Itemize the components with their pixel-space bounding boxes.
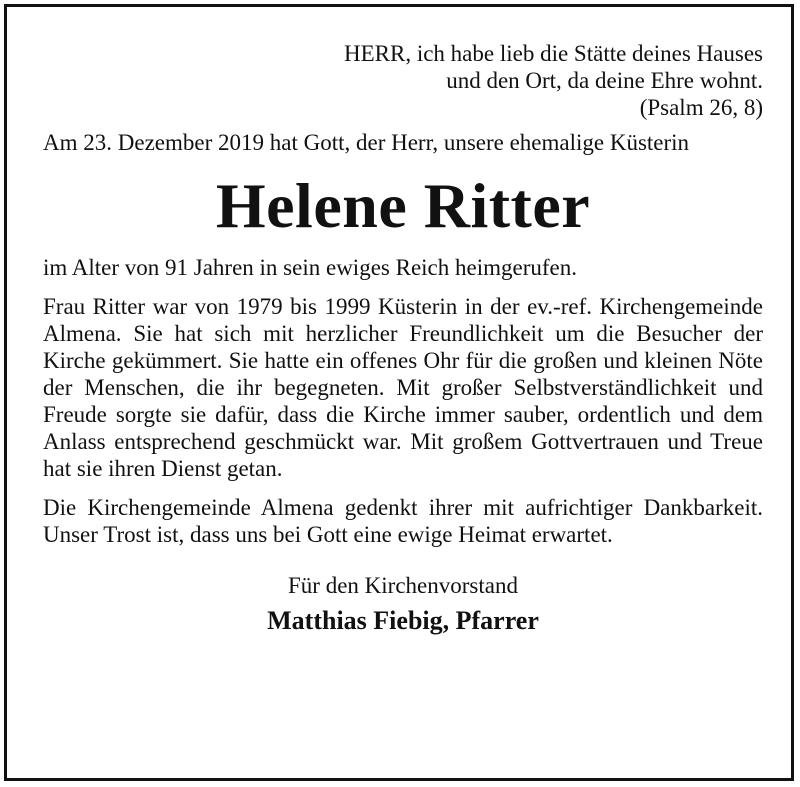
signer-name: Matthias Fiebig, Pfarrer xyxy=(267,606,539,635)
tribute-paragraph: Frau Ritter war von 1979 bis 1999 Küsterin in der ev.-ref. Kirchengemeinde Almena. Sie hat sich mit herzlicher Freundlichkeit um die Besucher der Kirche gekümmert. Sie hatte ein offenes Ohr für die großen und kleinen Nöte der Menschen, die ihr begegneten. Mit großer Selbstverständlichkeit und Freude sorgte sie dafür, dass die Kirche immer sauber, ordentlich und dem Anlass entsprechend geschmückt war. Mit großem Gottvertrauen und Treue hat sie ihren Dienst getan. xyxy=(43,294,763,481)
obituary-frame xyxy=(4,4,794,781)
psalm-line-2: und den Ort, da deine Ehre wohnt. xyxy=(446,68,763,93)
psalm-reference: (Psalm 26, 8) xyxy=(639,95,763,120)
psalm-line-1: HERR, ich habe lieb die Stätte deines Hauses xyxy=(343,41,763,66)
obituary-content xyxy=(43,40,763,639)
deceased-name: Helene Ritter xyxy=(215,170,591,241)
intro-text: Am 23. Dezember 2019 hat Gott, der Herr, unsere ehemalige Küsterin xyxy=(43,130,690,155)
psalm-quote xyxy=(43,40,763,121)
closing-paragraph: Die Kirchengemeinde Almena gedenkt ihrer mit aufrichtiger Dankbarkeit. Unser Trost ist, dass uns bei Gott eine ewige Heimat erwartet. xyxy=(43,495,763,547)
age-line: im Alter von 91 Jahren in sein ewiges Reich heimgerufen. xyxy=(43,255,577,280)
signature-block xyxy=(43,572,763,639)
signature-for-line: Für den Kirchenvorstand xyxy=(288,573,518,598)
